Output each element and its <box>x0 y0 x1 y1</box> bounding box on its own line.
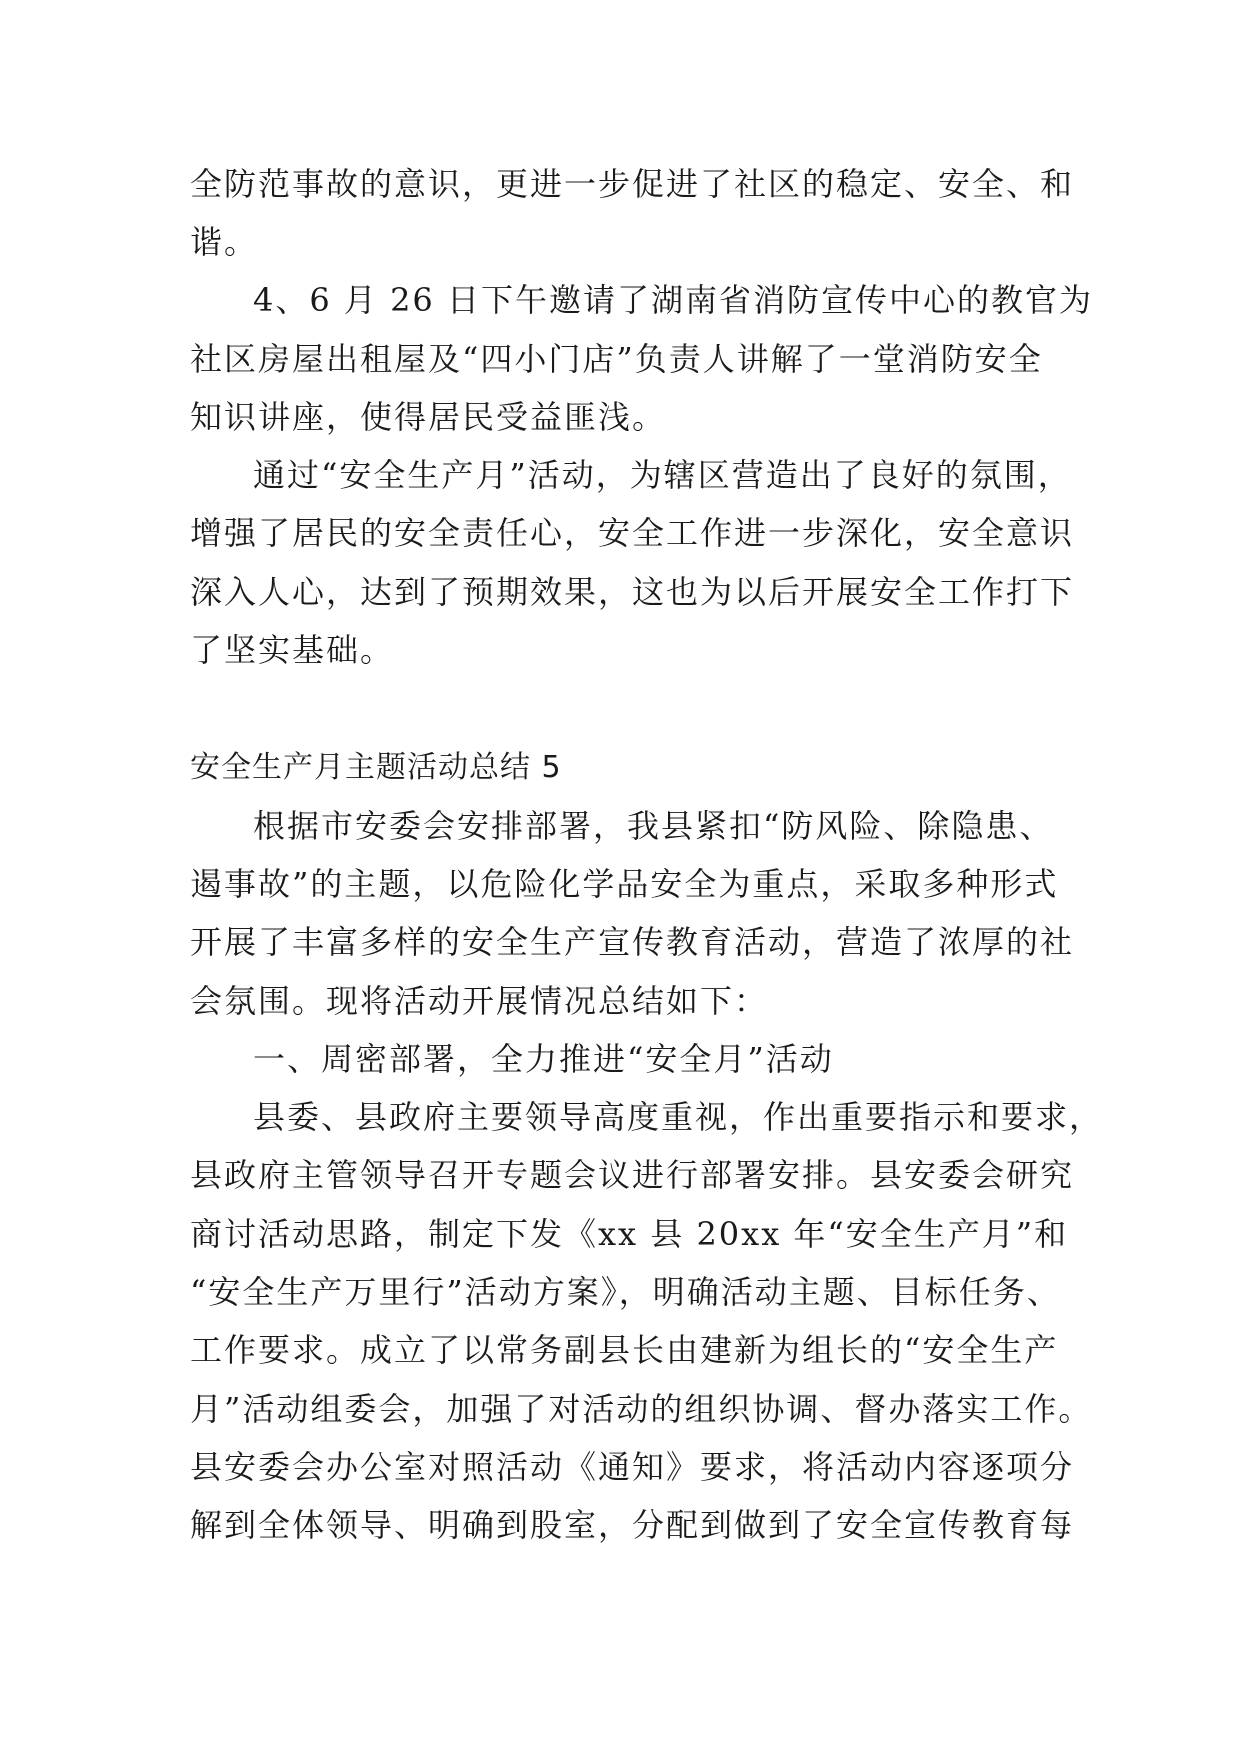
text-line: 工作要求。成立了以常务副县长由建新为组长的“安全生产 <box>190 1331 1059 1369</box>
text-line: 开展了丰富多样的安全生产宣传教育活动，营造了浓厚的社 <box>190 923 1075 961</box>
text-line: 县委、县政府主要领导高度重视，作出重要指示和要求， <box>253 1098 1104 1136</box>
text-line: 社区房屋出租屋及“四小门店”负责人讲解了一堂消防安全 <box>190 340 1043 378</box>
text-line: 谐。 <box>190 223 259 261</box>
text-line: 商讨活动思路，制定下发《xx 县 20xx 年“安全生产月”和 <box>190 1215 1069 1253</box>
text-line: 会氛围。现将活动开展情况总结如下： <box>190 982 769 1020</box>
text-line: 增强了居民的安全责任心，安全工作进一步深化，安全意识 <box>190 514 1075 552</box>
text-line: 根据市安委会安排部署，我县紧扣“防风险、除隐患、 <box>253 807 1054 845</box>
text-line: 了坚实基础。 <box>190 631 395 669</box>
section-heading: 安全生产月主题活动总结 5 <box>190 750 562 785</box>
text-line: 深入人心，达到了预期效果，这也为以后开展安全工作打下 <box>190 573 1075 611</box>
text-line: 全防范事故的意识，更进一步促进了社区的稳定、安全、和 <box>190 165 1075 203</box>
text-line: 4、6 月 26 日下午邀请了湖南省消防宣传中心的教官为 <box>253 281 1093 319</box>
text-line: “安全生产万里行”活动方案》，明确活动主题、目标任务、 <box>190 1273 1061 1311</box>
text-line: 月”活动组委会，加强了对活动的组织协调、督办落实工作。 <box>190 1390 1093 1428</box>
text-line: 知识讲座，使得居民受益匪浅。 <box>190 398 667 436</box>
text-line: 遏事故”的主题，以危险化学品安全为重点，采取多种形式 <box>190 865 1059 903</box>
text-line: 解到全体领导、明确到股室，分配到做到了安全宣传教育每 <box>190 1506 1075 1544</box>
text-line: 通过“安全生产月”活动，为辖区营造出了良好的氛围， <box>253 456 1072 494</box>
subheading: 一、周密部署，全力推进“安全月”活动 <box>253 1040 834 1078</box>
text-line: 县政府主管领导召开专题会议进行部署安排。县安委会研究 <box>190 1156 1075 1194</box>
text-line: 县安委会办公室对照活动《通知》要求，将活动内容逐项分 <box>190 1448 1075 1486</box>
